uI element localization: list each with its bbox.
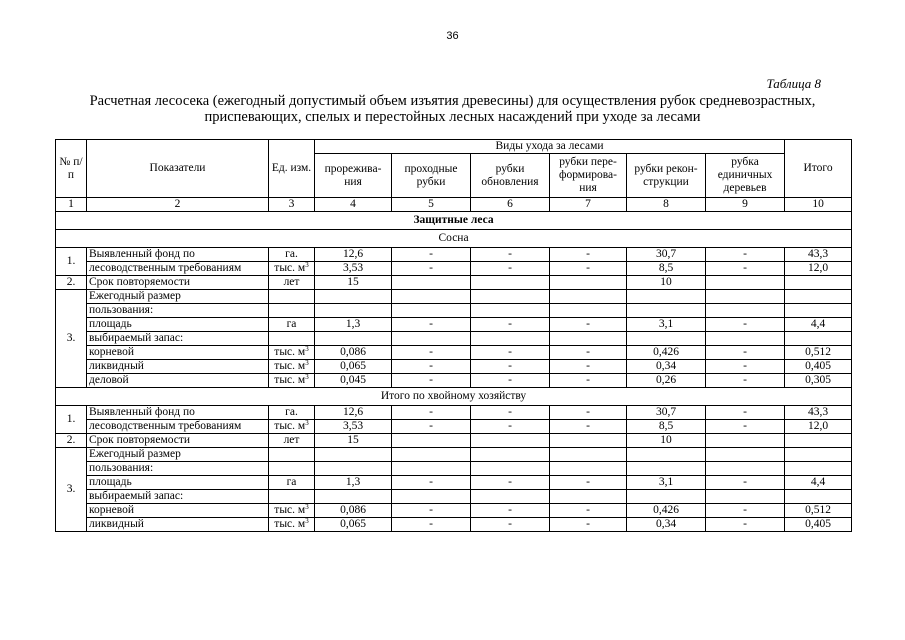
unit-cell <box>269 490 315 504</box>
value-cell: - <box>471 476 550 490</box>
empty-cell <box>706 448 785 462</box>
value-cell: - <box>550 476 627 490</box>
value-cell: 8,5 <box>627 420 706 434</box>
value-cell: - <box>706 346 785 360</box>
value-cell: - <box>706 504 785 518</box>
row-number: 2. <box>56 434 87 448</box>
value-cell: 3,1 <box>627 318 706 332</box>
row-number: 1. <box>56 406 87 434</box>
unit-cell <box>269 290 315 304</box>
value-cell: 4,4 <box>785 318 852 332</box>
empty-cell <box>315 304 392 318</box>
indicator-label: пользования: <box>87 304 269 318</box>
indicator-label: лесоводственным требованиям <box>87 420 269 434</box>
unit-superscript: 3 <box>305 359 309 367</box>
value-cell: - <box>706 406 785 420</box>
value-cell: - <box>471 262 550 276</box>
value-cell: - <box>392 504 471 518</box>
value-cell: - <box>706 420 785 434</box>
value-cell <box>550 434 627 448</box>
value-cell: 0,065 <box>315 360 392 374</box>
empty-cell <box>627 462 706 476</box>
value-cell: - <box>550 248 627 262</box>
unit-cell <box>269 262 315 276</box>
col-number: 5 <box>392 198 471 212</box>
value-cell: 15 <box>315 276 392 290</box>
col-number: 1 <box>56 198 87 212</box>
value-cell: 3,53 <box>315 420 392 434</box>
header-unit: Ед. изм. <box>269 140 315 198</box>
unit-cell <box>269 374 315 388</box>
value-cell <box>471 434 550 448</box>
value-cell: - <box>392 476 471 490</box>
unit-text: тыс. м <box>274 262 306 274</box>
value-cell: 0,405 <box>785 360 852 374</box>
table-caption: Таблица 8 <box>766 76 821 91</box>
unit-cell: га <box>269 476 315 490</box>
indicator-label: ликвидный <box>87 518 269 532</box>
header-type: рубка единичных деревьев <box>706 154 785 198</box>
empty-cell <box>550 290 627 304</box>
empty-cell <box>315 332 392 346</box>
value-cell: 4,4 <box>785 476 852 490</box>
value-cell: - <box>706 360 785 374</box>
value-cell: - <box>550 374 627 388</box>
value-cell: - <box>550 360 627 374</box>
value-cell: - <box>706 374 785 388</box>
value-cell: - <box>392 518 471 532</box>
value-cell <box>785 434 852 448</box>
value-cell: - <box>392 248 471 262</box>
unit-text: тыс. м <box>274 504 306 516</box>
value-cell: 3,53 <box>315 262 392 276</box>
value-cell: - <box>392 360 471 374</box>
value-cell: 0,065 <box>315 518 392 532</box>
value-cell: 0,512 <box>785 504 852 518</box>
value-cell: 0,405 <box>785 518 852 532</box>
unit-text: тыс. м <box>274 518 306 530</box>
empty-cell <box>550 462 627 476</box>
unit-cell: га <box>269 318 315 332</box>
empty-cell <box>627 332 706 346</box>
indicator-label: Срок повторяемости <box>87 276 269 290</box>
value-cell: - <box>550 346 627 360</box>
document-title: Расчетная лесосека (ежегодный допустимый объем изъятия древесины) для осуществления рубок средневозрастных, приспевающих, спелых и перестойных лесных насаждений при уходе за лесами <box>89 93 816 125</box>
value-cell: - <box>392 406 471 420</box>
indicator-label: корневой <box>87 346 269 360</box>
empty-cell <box>315 490 392 504</box>
unit-text: тыс. м <box>274 374 306 386</box>
value-cell: 12,6 <box>315 406 392 420</box>
empty-cell <box>315 290 392 304</box>
empty-cell <box>471 290 550 304</box>
page-number: 36 <box>446 30 459 42</box>
indicator-label: лесоводственным требованиям <box>87 262 269 276</box>
header-type: рубки обновления <box>471 154 550 198</box>
value-cell <box>392 434 471 448</box>
header-total: Итого <box>785 140 852 198</box>
value-cell <box>392 276 471 290</box>
value-cell: - <box>471 248 550 262</box>
value-cell: 0,426 <box>627 346 706 360</box>
header-care-types: Виды ухода за лесами <box>315 140 785 154</box>
empty-cell <box>627 304 706 318</box>
empty-cell <box>471 304 550 318</box>
unit-text: тыс. м <box>274 360 306 372</box>
value-cell: 43,3 <box>785 248 852 262</box>
value-cell: 15 <box>315 434 392 448</box>
section-conifer-total: Итого по хвойному хозяйству <box>56 388 852 406</box>
header-type: рубки пере-формирова-ния <box>550 154 627 198</box>
value-cell: 8,5 <box>627 262 706 276</box>
unit-superscript: 3 <box>305 373 309 381</box>
value-cell: - <box>471 374 550 388</box>
value-cell: 30,7 <box>627 248 706 262</box>
empty-cell <box>392 448 471 462</box>
value-cell: - <box>471 346 550 360</box>
unit-superscript: 3 <box>305 503 309 511</box>
value-cell: 0,086 <box>315 346 392 360</box>
unit-cell <box>269 332 315 346</box>
value-cell: 0,045 <box>315 374 392 388</box>
indicator-label: Выявленный фонд по <box>87 406 269 420</box>
empty-cell <box>471 332 550 346</box>
empty-cell <box>706 332 785 346</box>
value-cell: - <box>550 420 627 434</box>
indicator-label: корневой <box>87 504 269 518</box>
header-type: проходные рубки <box>392 154 471 198</box>
value-cell <box>706 276 785 290</box>
unit-superscript: 3 <box>305 261 309 269</box>
empty-cell <box>550 332 627 346</box>
value-cell: 10 <box>627 434 706 448</box>
value-cell: 12,6 <box>315 248 392 262</box>
indicator-label: площадь <box>87 318 269 332</box>
header-num: № п/п <box>56 140 87 198</box>
empty-cell <box>785 304 852 318</box>
row-number: 1. <box>56 248 87 276</box>
value-cell: - <box>392 346 471 360</box>
indicator-label: ликвидный <box>87 360 269 374</box>
value-cell: 0,26 <box>627 374 706 388</box>
indicator-label: Ежегодный размер <box>87 448 269 462</box>
value-cell: 43,3 <box>785 406 852 420</box>
empty-cell <box>785 490 852 504</box>
value-cell: - <box>471 504 550 518</box>
unit-cell <box>269 518 315 532</box>
value-cell: 0,305 <box>785 374 852 388</box>
col-number: 6 <box>471 198 550 212</box>
value-cell: 0,34 <box>627 518 706 532</box>
section-pine: Сосна <box>56 230 852 248</box>
unit-superscript: 3 <box>305 419 309 427</box>
unit-cell: га. <box>269 248 315 262</box>
value-cell: 10 <box>627 276 706 290</box>
empty-cell <box>392 304 471 318</box>
unit-cell <box>269 304 315 318</box>
empty-cell <box>471 490 550 504</box>
value-cell <box>471 276 550 290</box>
row-number: 2. <box>56 276 87 290</box>
empty-cell <box>627 448 706 462</box>
unit-cell <box>269 504 315 518</box>
indicator-label: площадь <box>87 476 269 490</box>
value-cell: - <box>550 262 627 276</box>
col-number: 2 <box>87 198 269 212</box>
value-cell <box>785 276 852 290</box>
unit-cell <box>269 462 315 476</box>
unit-text: тыс. м <box>274 346 306 358</box>
indicator-label: Выявленный фонд по <box>87 248 269 262</box>
unit-superscript: 3 <box>305 517 309 525</box>
indicator-label: выбираемый запас: <box>87 490 269 504</box>
value-cell: - <box>392 262 471 276</box>
unit-text: тыс. м <box>274 420 306 432</box>
timber-harvest-table <box>55 139 852 532</box>
empty-cell <box>392 290 471 304</box>
value-cell: - <box>706 476 785 490</box>
value-cell: - <box>550 504 627 518</box>
value-cell: - <box>471 420 550 434</box>
empty-cell <box>550 448 627 462</box>
value-cell: - <box>471 518 550 532</box>
value-cell: 0,34 <box>627 360 706 374</box>
unit-cell <box>269 448 315 462</box>
header-type: рубки рекон-струкции <box>627 154 706 198</box>
unit-cell: лет <box>269 276 315 290</box>
col-number: 7 <box>550 198 627 212</box>
section-protective: Защитные леса <box>56 212 852 230</box>
row-number: 3. <box>56 290 87 388</box>
value-cell: 12,0 <box>785 262 852 276</box>
indicator-label: пользования: <box>87 462 269 476</box>
value-cell: - <box>706 262 785 276</box>
header-type: прорежива-ния <box>315 154 392 198</box>
value-cell: 3,1 <box>627 476 706 490</box>
empty-cell <box>471 462 550 476</box>
col-number: 10 <box>785 198 852 212</box>
empty-cell <box>706 290 785 304</box>
value-cell: - <box>471 318 550 332</box>
empty-cell <box>550 490 627 504</box>
row-number: 3. <box>56 448 87 532</box>
indicator-label: выбираемый запас: <box>87 332 269 346</box>
col-number: 3 <box>269 198 315 212</box>
value-cell: - <box>392 374 471 388</box>
value-cell: 0,426 <box>627 504 706 518</box>
unit-cell <box>269 420 315 434</box>
value-cell: - <box>706 318 785 332</box>
empty-cell <box>392 490 471 504</box>
value-cell: 12,0 <box>785 420 852 434</box>
empty-cell <box>315 448 392 462</box>
unit-superscript: 3 <box>305 345 309 353</box>
empty-cell <box>550 304 627 318</box>
value-cell: 1,3 <box>315 318 392 332</box>
value-cell: - <box>392 318 471 332</box>
col-number: 8 <box>627 198 706 212</box>
unit-cell <box>269 346 315 360</box>
value-cell: 30,7 <box>627 406 706 420</box>
value-cell: 1,3 <box>315 476 392 490</box>
empty-cell <box>706 304 785 318</box>
value-cell: - <box>706 518 785 532</box>
empty-cell <box>471 448 550 462</box>
indicator-label: Срок повторяемости <box>87 434 269 448</box>
empty-cell <box>392 462 471 476</box>
value-cell <box>706 434 785 448</box>
empty-cell <box>785 290 852 304</box>
empty-cell <box>706 462 785 476</box>
empty-cell <box>785 448 852 462</box>
value-cell: - <box>550 518 627 532</box>
value-cell: - <box>550 318 627 332</box>
unit-cell: лет <box>269 434 315 448</box>
value-cell <box>550 276 627 290</box>
unit-cell: га. <box>269 406 315 420</box>
empty-cell <box>785 462 852 476</box>
indicator-label: деловой <box>87 374 269 388</box>
col-number: 9 <box>706 198 785 212</box>
empty-cell <box>392 332 471 346</box>
empty-cell <box>706 490 785 504</box>
value-cell: - <box>471 360 550 374</box>
value-cell: - <box>550 406 627 420</box>
indicator-label: Ежегодный размер <box>87 290 269 304</box>
empty-cell <box>315 462 392 476</box>
value-cell: 0,086 <box>315 504 392 518</box>
value-cell: - <box>706 248 785 262</box>
empty-cell <box>627 290 706 304</box>
empty-cell <box>627 490 706 504</box>
value-cell: - <box>392 420 471 434</box>
unit-cell <box>269 360 315 374</box>
value-cell: - <box>471 406 550 420</box>
empty-cell <box>785 332 852 346</box>
value-cell: 0,512 <box>785 346 852 360</box>
col-number: 4 <box>315 198 392 212</box>
header-indicators: Показатели <box>87 140 269 198</box>
